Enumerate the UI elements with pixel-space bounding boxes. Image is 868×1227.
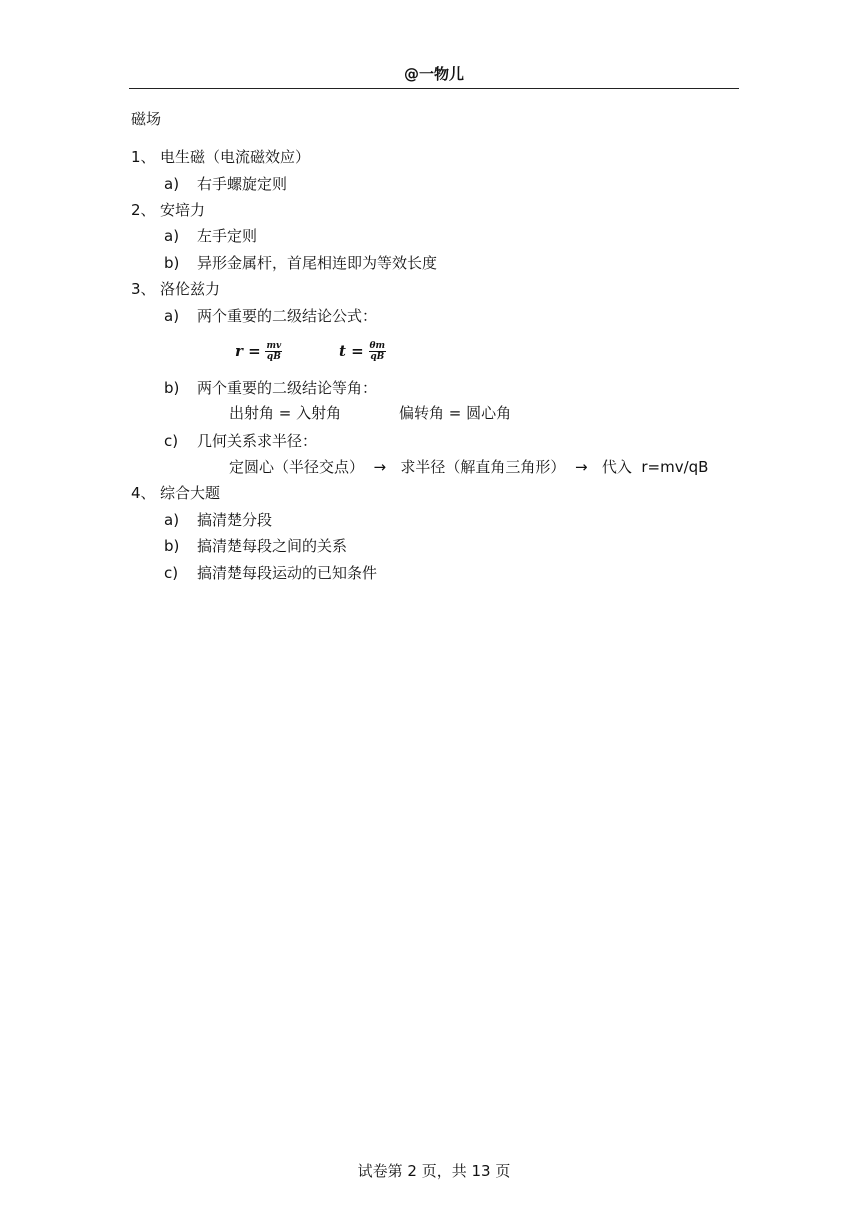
item-2-number: 2、: [131, 201, 156, 219]
item-3-number: 3、: [131, 280, 156, 298]
item-4-number: 4、: [131, 484, 156, 502]
item-1-number: 1、: [131, 148, 156, 166]
item-2a-text: 左手定则: [197, 227, 258, 245]
formula-time: [339, 336, 386, 366]
angle-relation-left: 出射角 = 入射角: [229, 404, 342, 422]
item-4b-text: 搞清楚每段之间的关系: [197, 537, 348, 555]
item-4a-text: 搞清楚分段: [197, 511, 273, 529]
item-3b-text: 两个重要的二级结论等角：: [197, 379, 378, 397]
formula-radius-lhs: r =: [235, 342, 261, 360]
section-title: 磁场: [131, 110, 162, 128]
page-header: @一物儿: [129, 64, 739, 89]
item-4c-letter: c): [164, 564, 179, 582]
angle-relation-right: 偏转角 = 圆心角: [399, 404, 512, 422]
item-2-title: 安培力: [160, 201, 206, 219]
item-2b-letter: b): [164, 254, 180, 272]
formula-time-denominator: qB: [370, 352, 385, 362]
page-footer: 试卷第 2 页，共 13 页: [357, 1162, 511, 1180]
radius-steps: 定圆心（半径交点） → 求半径（解直角三角形） → 代入 r=mv/qB: [229, 458, 709, 476]
formula-time-fraction: [369, 341, 387, 362]
item-3a-letter: a): [164, 307, 180, 325]
item-3-title: 洛伦兹力: [160, 280, 221, 298]
formula-time-numerator: θm: [369, 341, 386, 351]
formula-radius-fraction: [265, 341, 282, 362]
item-1-title: 电生磁（电流磁效应）: [160, 148, 311, 166]
formula-time-lhs: t =: [339, 342, 364, 360]
item-4c-text: 搞清楚每段运动的已知条件: [197, 564, 378, 582]
item-2b-text: 异形金属杆，首尾相连即为等效长度: [197, 254, 438, 272]
item-4-title: 综合大题: [160, 484, 221, 502]
item-1a-text: 右手螺旋定则: [197, 175, 288, 193]
formula-radius: [235, 336, 282, 366]
item-4b-letter: b): [164, 537, 180, 555]
formula-radius-numerator: mv: [266, 341, 282, 351]
item-3a-text: 两个重要的二级结论公式：: [197, 307, 378, 325]
item-3c-text: 几何关系求半径：: [197, 432, 318, 450]
item-2a-letter: a): [164, 227, 180, 245]
item-1a-letter: a): [164, 175, 180, 193]
formula-radius-denominator: qB: [266, 352, 281, 362]
item-4a-letter: a): [164, 511, 180, 529]
item-3b-letter: b): [164, 379, 180, 397]
item-3c-letter: c): [164, 432, 179, 450]
